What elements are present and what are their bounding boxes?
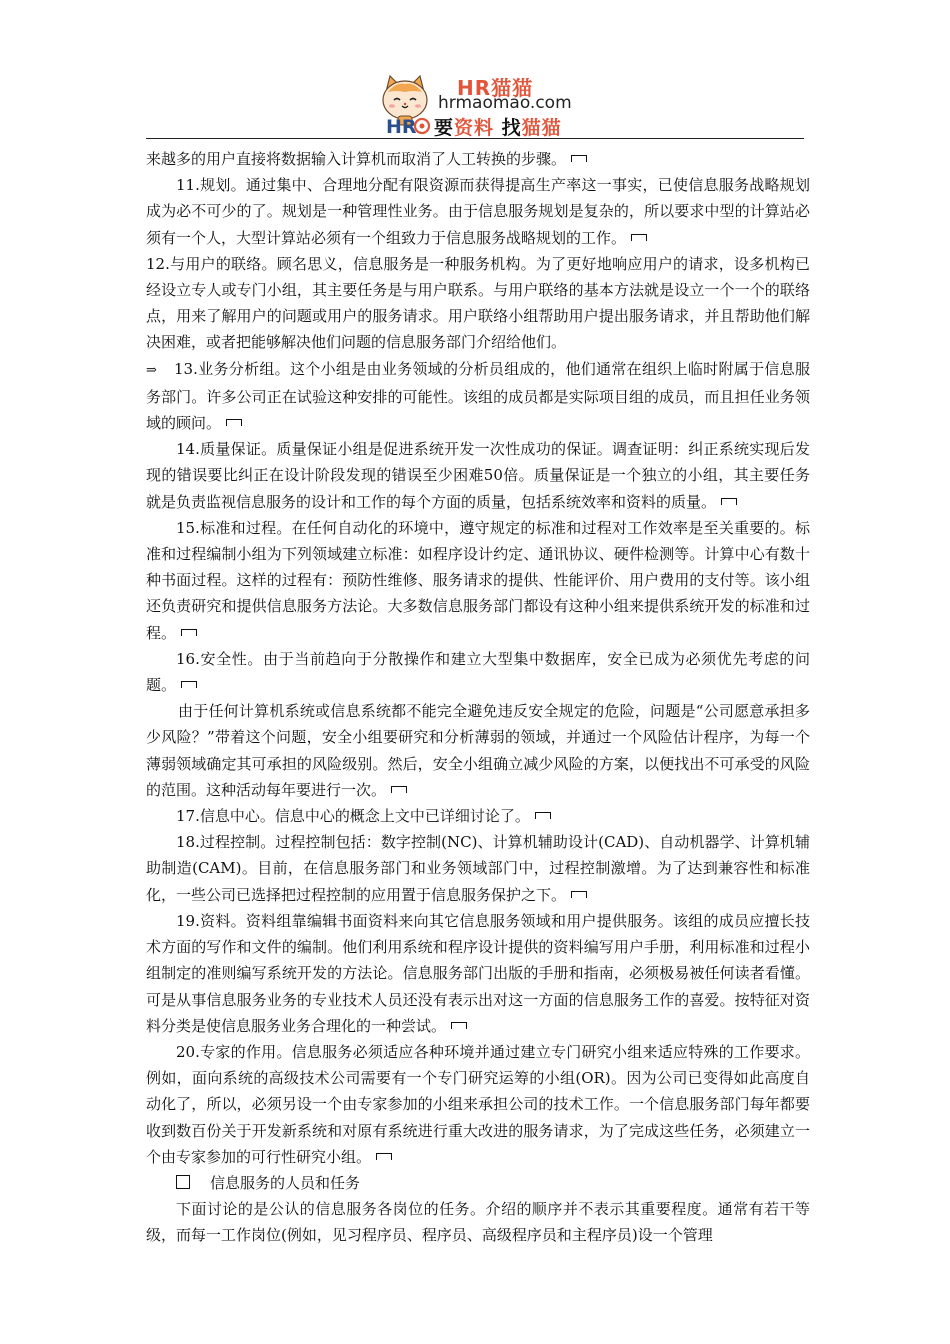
slogan-part-1: 要 — [434, 117, 455, 139]
paragraph-mark-icon — [391, 786, 407, 793]
paragraph-12-user-liaison: 12.与用户的联络。顾名思义，信息服务是一种服务机构。为了更好地响应用户的请求，设多机构已经设立专人或专门小组，其主要任务是与用户联系。与用户联络的基本方法就是设立一个一个的联络点，用来了解用户的问题或用户的服务请求。用户联络小组帮助用户提出服务请求，并且帮助他们解决困难，或者把能够解决他们问题的信息服务部门介绍给他们。 — [146, 254, 810, 352]
logo-url: hrmaomao.com — [438, 93, 572, 113]
paragraph-staff-intro: 下面讨论的是公认的信息服务各岗位的任务。介绍的顺序并不表示其重要程度。通常有若干等级，而每一工作岗位(例如，见习程序员、程序员、高级程序员和主程序员)设一个管理 — [146, 1200, 810, 1245]
paragraph-mark-icon — [571, 891, 587, 898]
paragraph-mark-icon — [571, 155, 587, 162]
logo-slogan — [434, 113, 562, 140]
paragraph-mark-icon — [451, 1022, 467, 1029]
arrow-icon: ⇒ — [146, 362, 157, 378]
paragraph-mark-icon — [181, 629, 197, 636]
slogan-part-3: 找 — [494, 117, 522, 139]
paragraph-mark-icon — [535, 812, 551, 819]
slogan-part-4: 猫猫 — [521, 117, 562, 139]
paragraph-mark-icon — [721, 498, 737, 505]
document-body — [146, 146, 810, 1249]
hr-logo-text: HR — [386, 116, 417, 137]
slogan-part-2: 资料 — [454, 117, 495, 139]
paragraph-20-experts: 20.专家的作用。信息服务必须适应各种环境并通过建立专门研究小组来适应特殊的工作要求。例如，面向系统的高级技术公司需要有一个专门研究运筹的小组(OR)。因为公司已变得如此高度自动化了，所以，必须另设一个由专家参加的小组来承担公司的技术工作。一个信息服务部门每年都要收到数百份关于开发新系统和对原有系统进行重大改进的服务请求，为了完成这些任务，必须建立一个由专家参加的可行性研究小组。 — [146, 1042, 810, 1166]
page-header — [0, 0, 950, 140]
header-divider — [146, 138, 804, 139]
paragraph-15-standards: 15.标准和过程。在任何自动化的环境中，遵守规定的标准和过程对工作效率是至关重要的。标准和过程编制小组为下列领域建立标准：如程序设计约定、通讯协议、硬件检测等。计算中心有数十种书面过程。这样的过程有：预防性维修、服务请求的提供、性能评价、用户费用的支付等。该小组还负责研究和提供信息服务方法论。大多数信息服务部门都设有这种小组来提供系统开发的标准和过程。 — [146, 518, 810, 642]
hr-logo-icon — [385, 113, 431, 137]
paragraph-13-business-analysis: ⇒ 13.业务分析组。这个小组是由业务领域的分析员组成的，他们通常在组织上临时附属于信息服务部门。许多公司正在试验这种安排的可能性。该组的成员都是实际项目组的成员，而且担任业务领域的顾问。 — [146, 359, 810, 433]
paragraph-continuation: 来越多的用户直接将数据输入计算机而取消了人工转换的步骤。 — [146, 146, 810, 172]
logo-title: HR猫猫 — [457, 76, 534, 100]
paragraph-security-detail: 由于任何计算机系统或信息系统都不能完全避免违反安全规定的危险，问题是“公司愿意承担多少风险？”带着这个问题，安全小组要研究和分析薄弱的领域，并通过一个风险估计程序，为每一个薄弱领域确定其可承担的风险级别。然后，安全小组确立减少风险的方案，以便找出不可承受的风险的范围。这种活动每年要进行一次。 — [146, 702, 810, 799]
paragraph-mark-icon — [631, 234, 647, 241]
paragraph-mark-icon — [181, 681, 197, 688]
paragraph-18-process-control: 18.过程控制。过程控制包括：数字控制(NC)、计算机辅助设计(CAD)、自动机器学、计算机辅助制造(CAM)。目前，在信息服务部门和业务领域部门中，过程控制激增。为了达到兼容性和标准化，一些公司已选择把过程控制的应用置于信息服务保护之下。 — [146, 833, 810, 904]
section-heading: 信息服务的人员和任务 — [146, 1170, 810, 1196]
checkbox-icon — [176, 1175, 190, 1189]
paragraph-16-security: 16.安全性。由于当前趋向于分散操作和建立大型集中数据库，安全已成为必须优先考虑的问题。 — [146, 649, 810, 695]
paragraph-mark-icon — [226, 419, 242, 426]
paragraph-19-documentation: 19.资料。资料组靠编辑书面资料来向其它信息服务领域和用户提供服务。该组的成员应擅长技术方面的写作和文件的编制。他们利用系统和程序设计提供的资料编写用户手册，利用标准和过程小组制定的准则编写系统开发的方法论。信息服务部门出版的手册和指南，必须极易被任何读者看懂。可是从事信息服务业务的专业技术人员还没有表示出对这一方面的信息服务工作的喜爱。按特征对资料分类是使信息服务业务合理化的一种尝试。 — [146, 911, 810, 1035]
paragraph-mark-icon — [376, 1153, 392, 1160]
paragraph-14-quality: 14.质量保证。质量保证小组是促进系统开发一次性成功的保证。调查证明：纠正系统实现后发现的错误要比纠正在设计阶段发现的错误至少困难50倍。质量保证是一个独立的小组，其主要任务就是负责监视信息服务的设计和工作的每个方面的质量，包括系统效率和资料的质量。 — [146, 440, 810, 511]
paragraph-17-info-center: 17.信息中心。信息中心的概念上文中已详细讨论了。 — [146, 803, 810, 829]
paragraph-11-planning: 11.规划。通过集中、合理地分配有限资源而获得提高生产率这一事实，已使信息服务战略规划成为必不可少的了。规划是一种管理性业务。由于信息服务规划是复杂的，所以要求中型的计算站必须有一个人，大型计算站必须有一个组致力于信息服务战略规划的工作。 — [146, 176, 810, 247]
